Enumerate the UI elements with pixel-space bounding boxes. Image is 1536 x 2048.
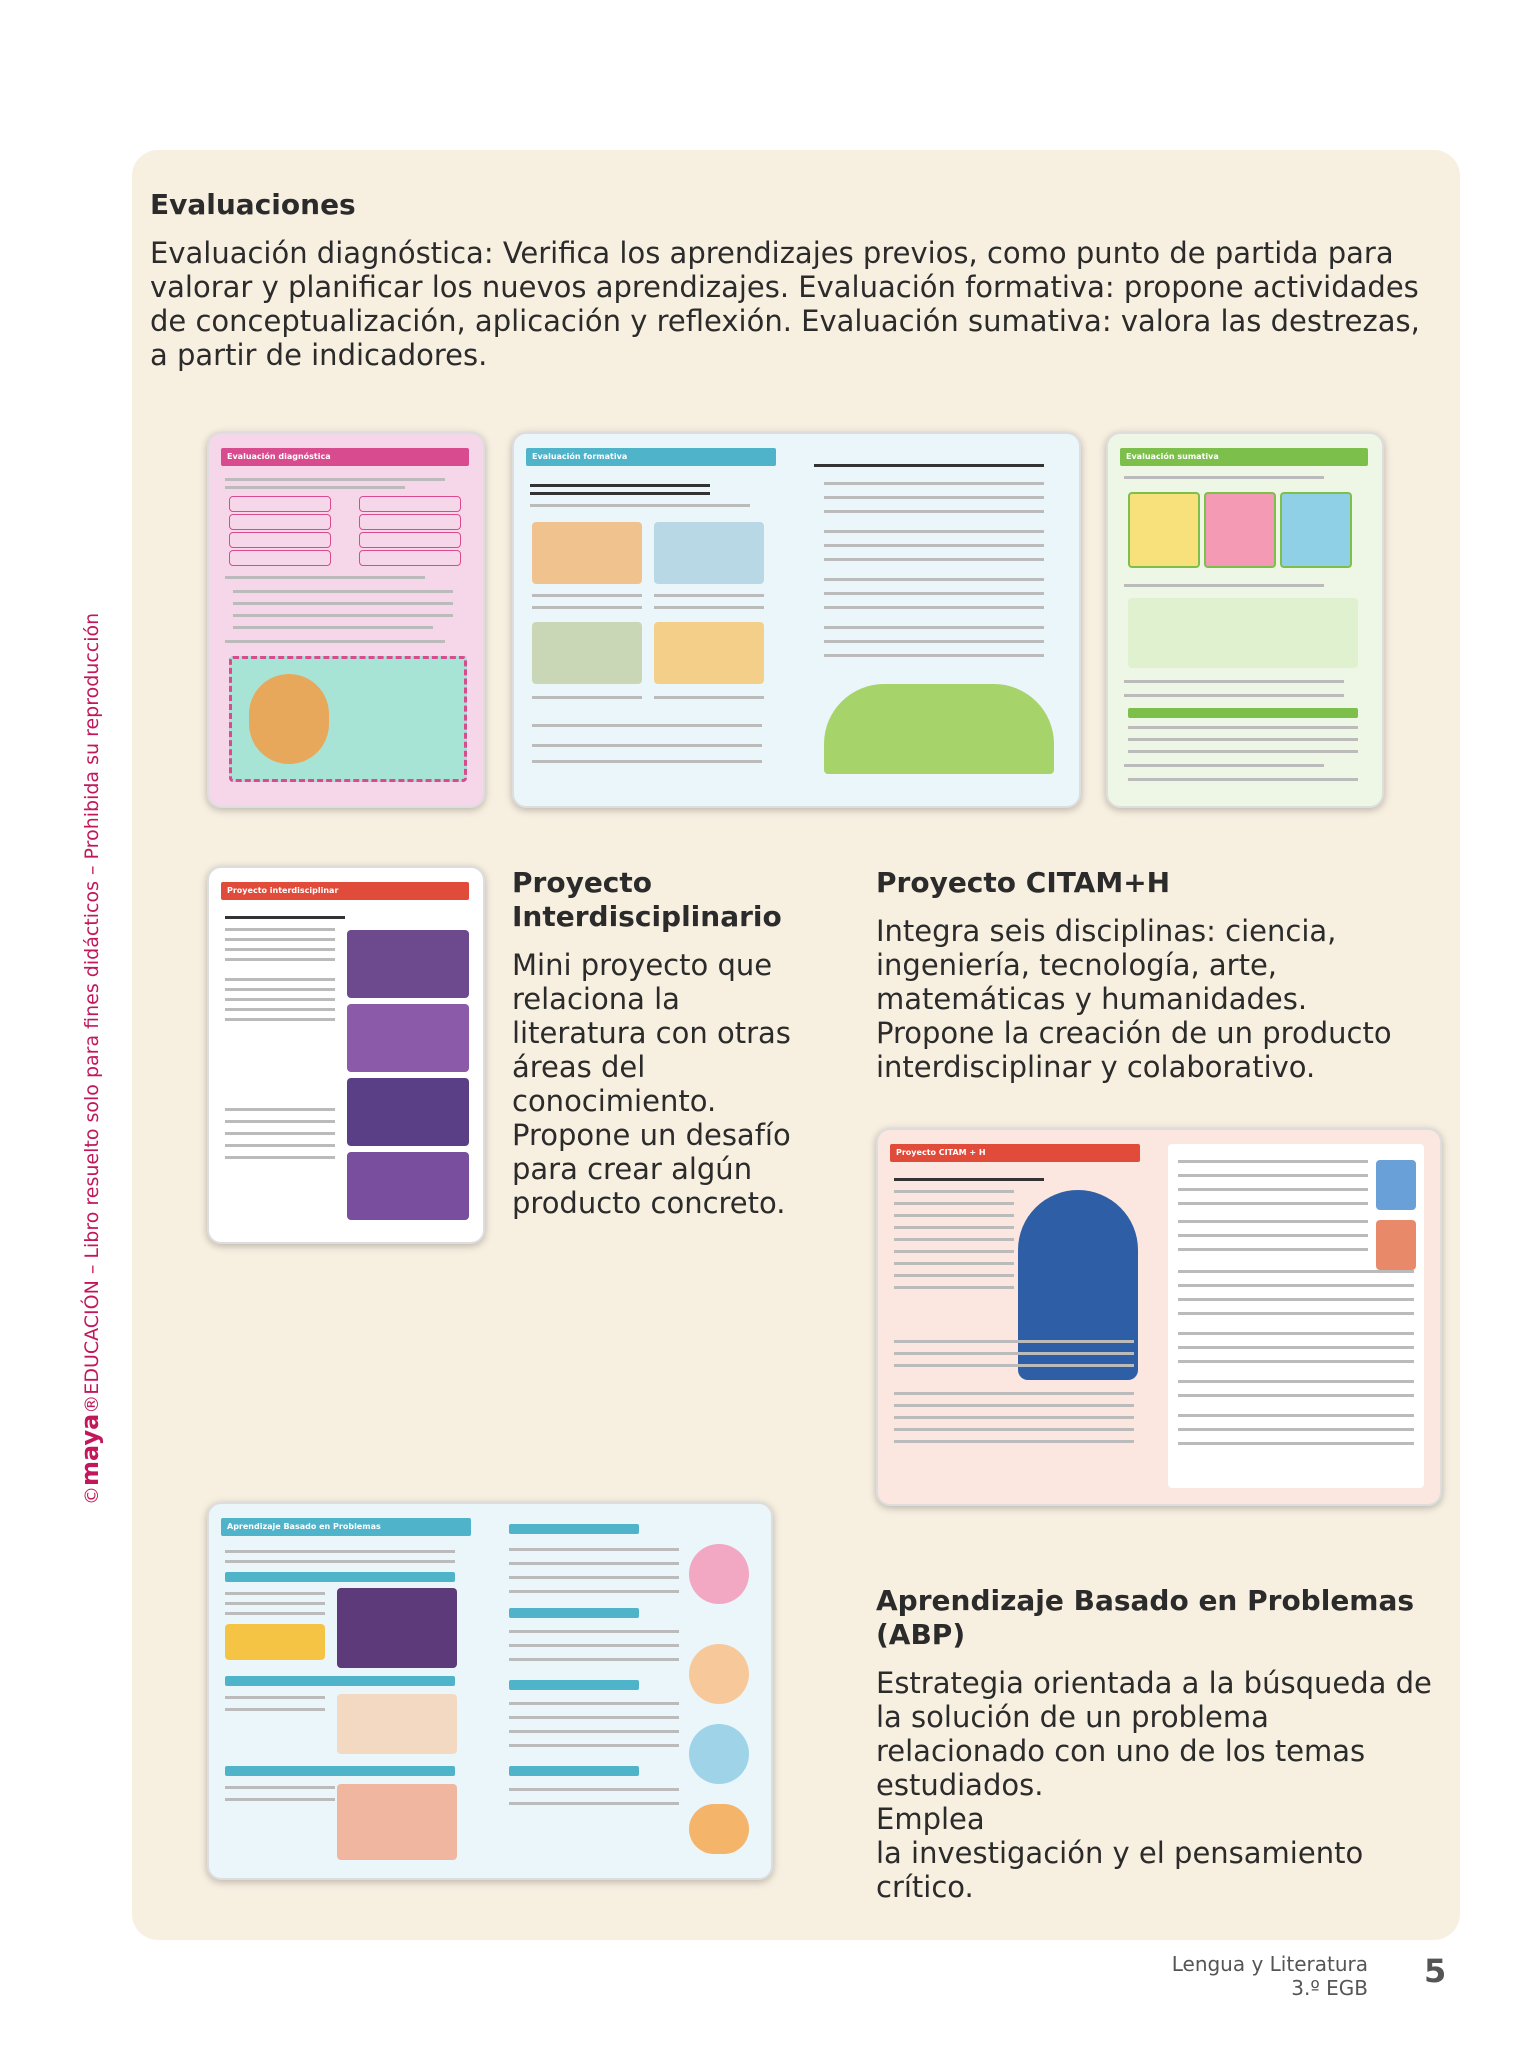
abp-body [876,1666,1436,1904]
footer-subject-name: Lengua y Literatura [1171,1952,1368,1976]
thumb-evaluacion-sumativa [1106,432,1384,808]
abp-title-line1: Aprendizaje Basado en Problemas [876,1584,1415,1617]
proyecto-citam-title: Proyecto CITAM+H [876,866,1171,899]
thumb-evaluacion-diagnostica [207,432,485,808]
proyecto-citam-body: Integra seis disciplinas: ciencia, ingeniería, tecnología, arte, matemáticas y humanidades. Propone la creación de un producto interdisciplinar y colaborativo. [876,914,1392,1084]
copyright-sidebar [76,535,116,1505]
thumb-abp-title: Aprendizaje Basado en Problemas [227,1522,381,1531]
thumb-sumativa-title: Evaluación sumativa [1126,452,1219,461]
footer-grade: 3.º EGB [1291,1976,1368,2000]
thumb-formativa-title: Evaluación formativa [532,452,628,461]
page-number: 5 [1424,1952,1447,1990]
abp-body-line2: Emplea [876,1802,985,1836]
thumb-diagnostica-title: Evaluación diagnóstica [227,452,331,461]
proyecto-inter-title-line1: Proyecto [512,866,653,899]
registered-symbol: ® [81,1394,103,1414]
abp-body-line1: Estrategia orientada a la búsqueda de la solución de un problema relacionado con uno de los temas estudiados. [876,1666,1432,1802]
proyecto-inter-body: Mini proyecto que relaciona la literatura con otras áreas del conocimiento. Propone un desafío para crear algún producto concreto. [512,948,791,1220]
thumb-proyecto-interdisciplinar [207,866,485,1244]
thumb-citamh-title: Proyecto CITAM + H [896,1148,986,1157]
proyecto-inter-title-line2: Interdisciplinario [512,900,782,933]
abp-title-line2: (ABP) [876,1618,966,1651]
brand-logo: maya [76,1413,104,1486]
thumb-interdisciplinar-title: Proyecto interdisciplinar [227,886,339,895]
thumb-proyecto-citamh [876,1128,1442,1506]
thumb-evaluacion-formativa [512,432,1081,808]
evaluaciones-body: Evaluación diagnóstica: Verifica los aprendizajes previos, como punto de partida para valorar y planificar los nuevos aprendizajes. Evaluación formativa: propone actividades de conceptualización, aplicación y reflexión. Evaluación sumativa: valora las destrezas, a partir de indicadores. [150,236,1420,372]
footer-subject [1172,1952,1368,2000]
sidebar-text: EDUCACIÓN – Libro resuelto solo para fines didácticos – Prohibida su reproducción [81,612,103,1395]
thumb-abp [207,1502,773,1880]
evaluaciones-title: Evaluaciones [150,188,356,221]
copyright-symbol: © [81,1486,103,1505]
abp-title [876,1584,1436,1652]
abp-body-line3: la investigación y el pensamiento crítico. [876,1836,1364,1904]
proyecto-inter-title [512,866,782,934]
